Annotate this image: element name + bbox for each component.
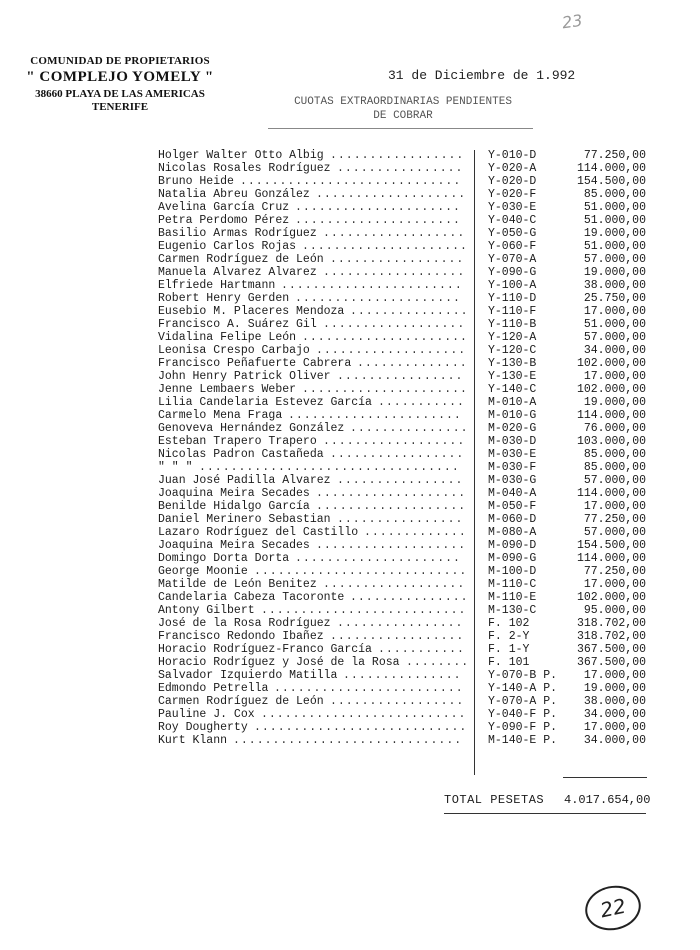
- leader-dots: .....................: [295, 215, 461, 227]
- table-row: [0, 254, 700, 266]
- amount-due: 95.000,00: [583, 604, 646, 617]
- table-row: [0, 644, 700, 656]
- unit-code: M-020-G: [488, 422, 537, 435]
- table-row: [0, 358, 700, 370]
- header-line-2: " COMPLEJO YOMELY ": [26, 69, 214, 85]
- leader-dots: ...........................: [254, 722, 468, 734]
- amount-due: 114.000,00: [576, 552, 646, 565]
- leader-dots: ..........................: [261, 605, 467, 617]
- leader-dots: .....................: [302, 332, 468, 344]
- community-header: [20, 55, 220, 113]
- table-row: [0, 280, 700, 292]
- debtor-name: Manuela Alvarez Alvarez: [158, 266, 317, 279]
- amount-due: 102.000,00: [576, 591, 646, 604]
- header-line-3: 38660 PLAYA DE LAS AMERICAS: [35, 88, 205, 100]
- leader-dots: .....................: [295, 202, 461, 214]
- unit-code: M-130-C: [488, 604, 537, 617]
- debtor-name: Carmen Rodríguez de León: [158, 695, 324, 708]
- leader-dots: ...............: [350, 306, 469, 318]
- unit-code: Y-120-C: [488, 344, 537, 357]
- table-row: [0, 488, 700, 500]
- amount-due: 57.000,00: [583, 253, 646, 266]
- amount-due: 51.000,00: [583, 201, 646, 214]
- unit-code: M-110-E: [488, 591, 537, 604]
- table-row: [0, 332, 700, 344]
- debtor-name: Salvador Izquierdo Matilla: [158, 669, 338, 682]
- unit-code: Y-110-F: [488, 305, 537, 318]
- amount-due: 19.000,00: [583, 266, 646, 279]
- unit-code: Y-030-E: [488, 201, 537, 214]
- table-row: [0, 527, 700, 539]
- leader-dots: ..................: [323, 267, 466, 279]
- leader-dots: ......................: [288, 410, 462, 422]
- document-date: 31 de Diciembre de 1.992: [388, 68, 576, 83]
- table-row: [0, 215, 700, 227]
- leader-dots: .....................: [302, 384, 468, 396]
- amount-due: 51.000,00: [583, 214, 646, 227]
- unit-code: M-040-A: [488, 487, 537, 500]
- debtor-name: Natalia Abreu González: [158, 188, 310, 201]
- unit-code: F. 102: [488, 617, 530, 630]
- amount-due: 17.000,00: [583, 305, 646, 318]
- subtitle-underline: [268, 128, 533, 129]
- table-row: [0, 618, 700, 630]
- table-row: [0, 462, 700, 474]
- debtor-name: Candelaria Cabeza Tacoronte: [158, 591, 345, 604]
- corner-page-mark: 23: [560, 10, 584, 33]
- unit-code: Y-020-A: [488, 162, 537, 175]
- debtor-name: Petra Perdomo Pérez: [158, 214, 290, 227]
- amount-due: 19.000,00: [583, 396, 646, 409]
- amount-due: 34.000,00: [583, 708, 646, 721]
- leader-dots: .................: [330, 449, 465, 461]
- unit-code: Y-070-A P.: [488, 695, 558, 708]
- table-row: [0, 735, 700, 747]
- unit-code: Y-090-G: [488, 266, 537, 279]
- unit-code: Y-040-C: [488, 214, 537, 227]
- amount-due: 17.000,00: [583, 370, 646, 383]
- debtor-name: Edmondo Petrella: [158, 682, 269, 695]
- unit-code: M-010-A: [488, 396, 537, 409]
- unit-code: M-030-G: [488, 474, 537, 487]
- debtor-name: Jenne Lembaers Weber: [158, 383, 297, 396]
- unit-code: F. 2-Y: [488, 630, 530, 643]
- amount-due: 19.000,00: [583, 682, 646, 695]
- unit-code: M-080-A: [488, 526, 537, 539]
- unit-code: M-050-F: [488, 500, 537, 513]
- debtor-name: Eusebio M. Placeres Mendoza: [158, 305, 345, 318]
- unit-code: Y-110-D: [488, 292, 537, 305]
- leader-dots: .................: [330, 254, 465, 266]
- table-row: [0, 475, 700, 487]
- amount-due: 114.000,00: [576, 487, 646, 500]
- debtor-name: Nicolas Padron Castañeda: [158, 448, 324, 461]
- amount-due: 103.000,00: [576, 435, 646, 448]
- leader-dots: .....................: [295, 553, 461, 565]
- debtor-name: Horacio Rodríguez-Franco García: [158, 643, 372, 656]
- debtor-name: Vidalina Felipe León: [158, 331, 297, 344]
- table-row: [0, 683, 700, 695]
- leader-dots: ...............: [350, 423, 469, 435]
- total-row: [444, 793, 651, 807]
- table-row: [0, 319, 700, 331]
- amount-due: 17.000,00: [583, 721, 646, 734]
- table-row: [0, 293, 700, 305]
- unit-code: Y-100-A: [488, 279, 537, 292]
- leader-dots: ...........: [378, 397, 465, 409]
- leader-dots: ...................: [316, 189, 467, 201]
- debtor-name: Kurt Klann: [158, 734, 228, 747]
- leader-dots: ...................: [316, 540, 467, 552]
- amount-due: 102.000,00: [576, 357, 646, 370]
- leader-dots: .................: [330, 150, 465, 162]
- table-row: [0, 371, 700, 383]
- unit-code: Y-050-G: [488, 227, 537, 240]
- debtor-name: Bruno Heide: [158, 175, 234, 188]
- debtor-name: Matilde de León Benitez: [158, 578, 317, 591]
- leader-dots: ..............: [357, 358, 468, 370]
- unit-code: M-030-F: [488, 461, 537, 474]
- unit-code: M-110-C: [488, 578, 537, 591]
- debtor-name: Holger Walter Otto Albig: [158, 149, 324, 162]
- amount-due: 102.000,00: [576, 383, 646, 396]
- amount-due: 38.000,00: [583, 695, 646, 708]
- leader-dots: ................: [337, 618, 464, 630]
- unit-code: Y-140-A P.: [488, 682, 558, 695]
- amount-due: 76.000,00: [583, 422, 646, 435]
- unit-code: M-030-D: [488, 435, 537, 448]
- unit-code: M-030-E: [488, 448, 537, 461]
- amount-due: 367.500,00: [576, 643, 646, 656]
- unit-code: Y-130-B: [488, 357, 537, 370]
- unit-code: Y-060-F: [488, 240, 537, 253]
- subtitle-line-1: CUOTAS EXTRAORDINARIAS PENDIENTES: [294, 96, 512, 108]
- leader-dots: .....................: [295, 293, 461, 305]
- table-row: [0, 228, 700, 240]
- leader-dots: ..................: [323, 579, 466, 591]
- leader-dots: ..................: [323, 228, 466, 240]
- table-row: [0, 241, 700, 253]
- table-row: [0, 423, 700, 435]
- amount-due: 34.000,00: [583, 734, 646, 747]
- debtor-name: Francisco A. Suárez Gil: [158, 318, 317, 331]
- leader-dots: .......................: [281, 280, 463, 292]
- header-line-4: TENERIFE: [91, 101, 149, 113]
- table-row: [0, 579, 700, 591]
- table-row: [0, 189, 700, 201]
- unit-code: Y-020-D: [488, 175, 537, 188]
- table-row: [0, 540, 700, 552]
- total-underline: [444, 813, 646, 814]
- debtor-name: Robert Henry Gerden: [158, 292, 290, 305]
- debtor-name: Francisco Peñafuerte Cabrera: [158, 357, 352, 370]
- document-subtitle: [268, 95, 538, 123]
- total-value: 4.017.654,00: [564, 793, 651, 807]
- table-row: [0, 566, 700, 578]
- amount-due: 154.500,00: [576, 175, 646, 188]
- amount-due: 367.500,00: [576, 656, 646, 669]
- debtor-name: Esteban Trapero Trapero: [158, 435, 317, 448]
- leader-dots: .............................: [233, 735, 463, 747]
- leader-dots: ................: [337, 371, 464, 383]
- debtor-name: Roy Dougherty: [158, 721, 248, 734]
- sum-rule: [563, 777, 647, 778]
- unit-code: Y-130-E: [488, 370, 537, 383]
- table-row: [0, 709, 700, 721]
- debtor-name: Horacio Rodríguez y José de la Rosa: [158, 656, 400, 669]
- unit-code: Y-020-F: [488, 188, 537, 201]
- debtor-name: Joaquina Meira Secades: [158, 487, 310, 500]
- leader-dots: ..................: [323, 436, 466, 448]
- leader-dots: ................: [337, 163, 464, 175]
- leader-dots: ..........................: [261, 709, 467, 721]
- amount-due: 17.000,00: [583, 669, 646, 682]
- debtor-name: Benilde Hidalgo García: [158, 500, 310, 513]
- unit-code: M-090-D: [488, 539, 537, 552]
- total-label: TOTAL PESETAS: [444, 793, 545, 807]
- table-row: [0, 397, 700, 409]
- unit-code: M-010-G: [488, 409, 537, 422]
- debtor-name: Basilio Armas Rodríguez: [158, 227, 317, 240]
- table-row: [0, 514, 700, 526]
- leader-dots: ...........................: [254, 566, 468, 578]
- table-row: [0, 696, 700, 708]
- amount-due: 85.000,00: [583, 188, 646, 201]
- amount-due: 85.000,00: [583, 448, 646, 461]
- amount-due: 77.250,00: [583, 513, 646, 526]
- column-divider: [474, 150, 475, 775]
- table-row: [0, 592, 700, 604]
- leader-dots: ........: [406, 657, 470, 669]
- table-row: [0, 722, 700, 734]
- unit-code: Y-110-B: [488, 318, 537, 331]
- debtor-name: Lazaro Rodríguez del Castillo: [158, 526, 359, 539]
- leader-dots: ...................: [316, 345, 467, 357]
- table-row: [0, 202, 700, 214]
- table-row: [0, 501, 700, 513]
- amount-due: 51.000,00: [583, 318, 646, 331]
- leader-dots: ...................: [316, 488, 467, 500]
- leader-dots: ...............: [343, 670, 462, 682]
- unit-code: M-060-D: [488, 513, 537, 526]
- unit-code: Y-040-F P.: [488, 708, 558, 721]
- debtor-name: Juan José Padilla Alvarez: [158, 474, 331, 487]
- debtor-name: Elfriede Hartmann: [158, 279, 276, 292]
- leader-dots: ............................: [240, 176, 462, 188]
- table-row: [0, 176, 700, 188]
- table-row: [0, 449, 700, 461]
- debtor-name: George Moonie: [158, 565, 248, 578]
- leader-dots: ...........: [378, 644, 465, 656]
- amount-due: 57.000,00: [583, 526, 646, 539]
- leader-dots: ................: [337, 514, 464, 526]
- table-row: [0, 345, 700, 357]
- table-row: [0, 267, 700, 279]
- leader-dots: .................................: [199, 462, 460, 474]
- leader-dots: ..................: [323, 319, 466, 331]
- debtor-name: Antony Gilbert: [158, 604, 255, 617]
- debtor-name: Genoveva Hernández González: [158, 422, 345, 435]
- debtor-name: Nicolas Rosales Rodríguez: [158, 162, 331, 175]
- amount-due: 57.000,00: [583, 331, 646, 344]
- unit-code: Y-070-A: [488, 253, 537, 266]
- debtor-name: Francisco Redondo Ibañez: [158, 630, 324, 643]
- leader-dots: .................: [330, 631, 465, 643]
- unit-code: M-140-E P.: [488, 734, 558, 747]
- unit-code: F. 101: [488, 656, 530, 669]
- debtor-name: Carmelo Mena Fraga: [158, 409, 283, 422]
- unit-code: M-100-D: [488, 565, 537, 578]
- amount-due: 154.500,00: [576, 539, 646, 552]
- debtor-name: Avelina García Cruz: [158, 201, 290, 214]
- amount-due: 114.000,00: [576, 409, 646, 422]
- leader-dots: .............: [364, 527, 467, 539]
- amount-due: 19.000,00: [583, 227, 646, 240]
- table-row: [0, 670, 700, 682]
- amount-due: 38.000,00: [583, 279, 646, 292]
- amount-due: 318.702,00: [576, 630, 646, 643]
- debtor-name: Eugenio Carlos Rojas: [158, 240, 297, 253]
- debtor-name: Pauline J. Cox: [158, 708, 255, 721]
- amount-due: 34.000,00: [583, 344, 646, 357]
- debtor-name: Joaquina Meira Secades: [158, 539, 310, 552]
- debtor-name: Lilia Candelaria Estevez García: [158, 396, 372, 409]
- amount-due: 17.000,00: [583, 500, 646, 513]
- leader-dots: .................: [330, 696, 465, 708]
- debtor-name: José de la Rosa Rodríguez: [158, 617, 331, 630]
- table-row: [0, 163, 700, 175]
- unit-code: M-090-G: [488, 552, 537, 565]
- unit-code: Y-010-D: [488, 149, 537, 162]
- unit-code: Y-070-B P.: [488, 669, 558, 682]
- unit-code: Y-140-C: [488, 383, 537, 396]
- leader-dots: ................: [337, 475, 464, 487]
- leader-dots: ...............: [350, 592, 469, 604]
- leader-dots: .....................: [302, 241, 468, 253]
- unit-code: Y-120-A: [488, 331, 537, 344]
- table-row: [0, 657, 700, 669]
- amount-due: 318.702,00: [576, 617, 646, 630]
- table-row: [0, 605, 700, 617]
- unit-code: F. 1-Y: [488, 643, 530, 656]
- table-row: [0, 410, 700, 422]
- leader-dots: ........................: [274, 683, 464, 695]
- header-line-1: COMUNIDAD DE PROPIETARIOS: [30, 55, 210, 67]
- amount-due: 25.750,00: [583, 292, 646, 305]
- page-number-stamp: 22: [581, 881, 645, 936]
- leader-dots: ...................: [316, 501, 467, 513]
- table-row: [0, 150, 700, 162]
- debtor-name: " " ": [158, 461, 193, 474]
- debtor-name: Leonisa Crespo Carbajo: [158, 344, 310, 357]
- table-row: [0, 384, 700, 396]
- debtor-name: Daniel Merinero Sebastian: [158, 513, 331, 526]
- table-row: [0, 436, 700, 448]
- amount-due: 77.250,00: [583, 149, 646, 162]
- debtor-name: John Henry Patrick Oliver: [158, 370, 331, 383]
- unit-code: Y-090-F P.: [488, 721, 558, 734]
- subtitle-line-2: DE COBRAR: [373, 110, 433, 122]
- amount-due: 51.000,00: [583, 240, 646, 253]
- amount-due: 85.000,00: [583, 461, 646, 474]
- debtor-name: Domingo Dorta Dorta: [158, 552, 290, 565]
- amount-due: 17.000,00: [583, 578, 646, 591]
- table-row: [0, 306, 700, 318]
- table-row: [0, 631, 700, 643]
- amount-due: 114.000,00: [576, 162, 646, 175]
- table-row: [0, 553, 700, 565]
- amount-due: 57.000,00: [583, 474, 646, 487]
- debtor-name: Carmen Rodríguez de León: [158, 253, 324, 266]
- amount-due: 77.250,00: [583, 565, 646, 578]
